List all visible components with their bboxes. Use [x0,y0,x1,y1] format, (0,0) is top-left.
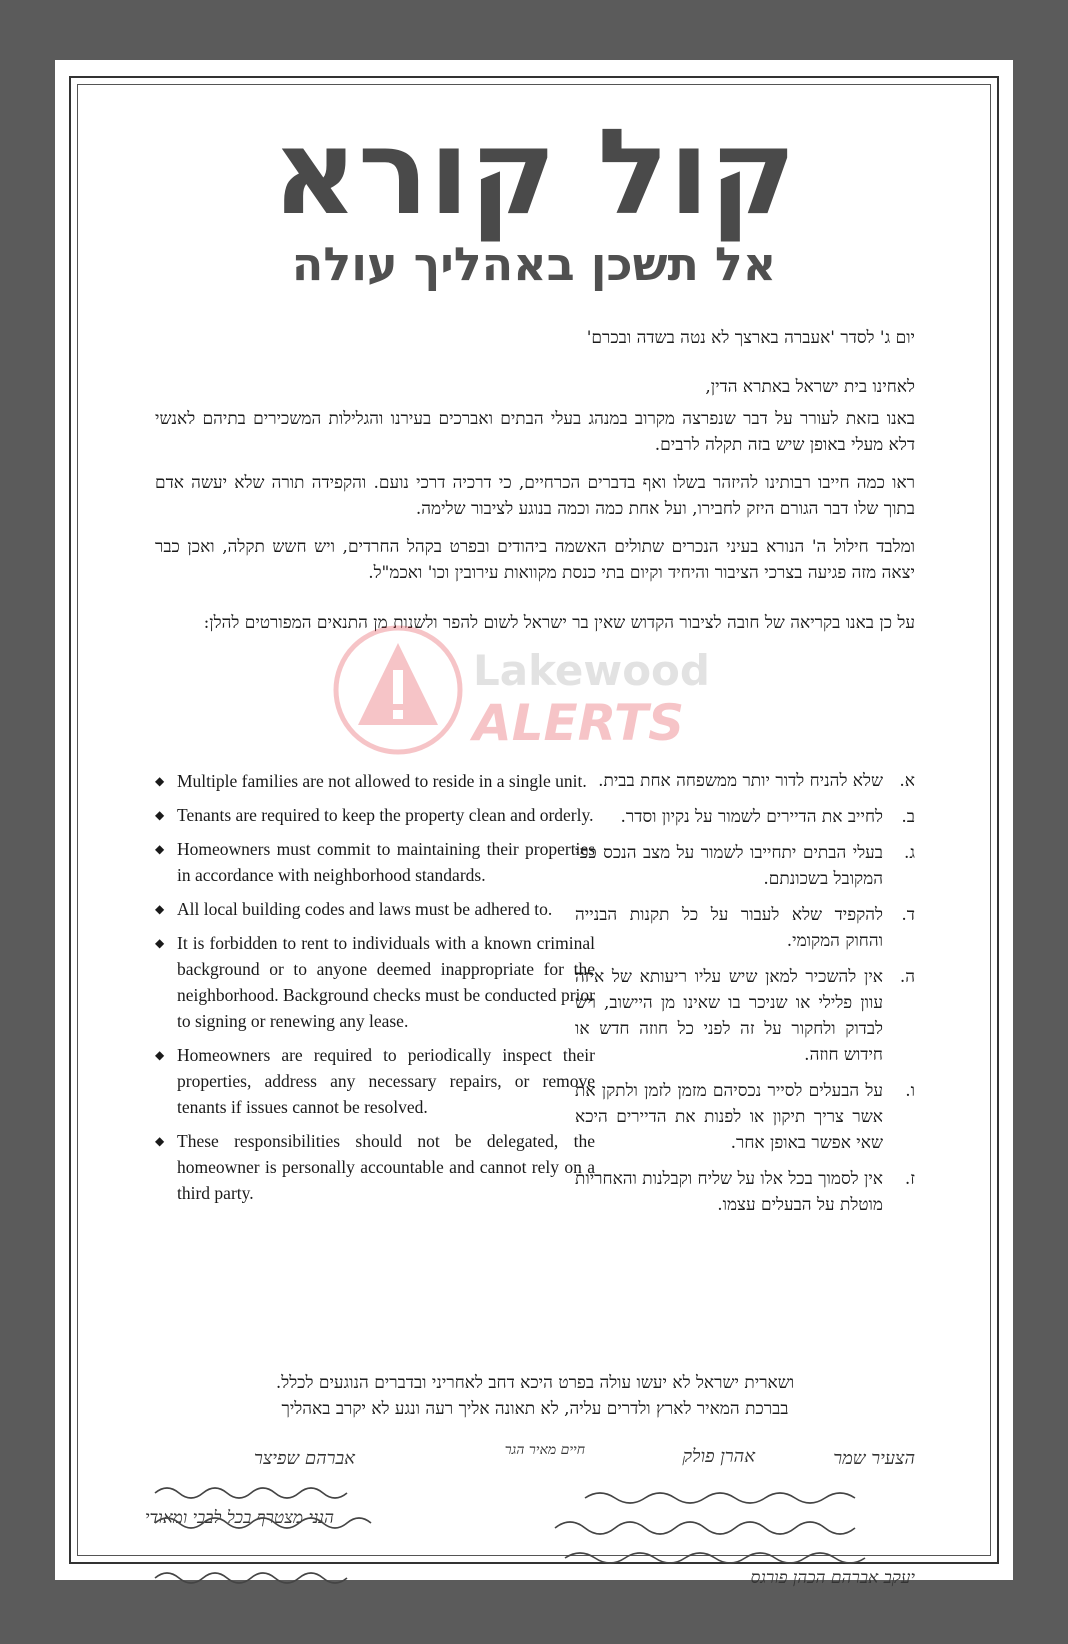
signature: חיים מאיר הגר [504,1442,585,1458]
date-line: יום ג' לסדר 'אעברה בארצך לא נטה בשדה ובכרם' [586,328,915,348]
item-letter: א. [899,771,915,791]
english-item [155,1128,595,1206]
handwriting-line [565,1553,865,1563]
hebrew-item [575,840,915,892]
hebrew-item [575,1078,915,1156]
english-item [155,1042,595,1120]
item-text: It is forbidden to rent to individuals with a known criminal background or to anyone deemed inappropriate for the neighborhood. Background checks must be conducted prior to signing or renewing any lease. [177,933,595,1031]
item-letter: ו. [905,1081,915,1101]
diamond-bullet-icon: ◆ [155,774,165,788]
paragraph-1: באנו בזאת לעורר על דבר שנפרצה מקרוב במנהג בעלי הבתים ואברכים בעירנו והגלילות המשכירים בתיהם לאנשי דלא מעלי באופן שיש בזה תקלה לרבים. [155,409,915,455]
item-letter: ב. [901,807,915,827]
hebrew-item [575,804,915,830]
diamond-bullet-icon: ◆ [155,842,165,856]
item-text: לחייב את הדיירים לשמור על נקיון וסדר. [620,807,883,827]
diamond-bullet-icon: ◆ [155,808,165,822]
item-text: אין לסמוך בכל אלו על שליח וקבלנות והאחריות מוטלת על הבעלים עצמו. [574,1169,883,1215]
poster-title: קול קורא [271,103,797,241]
item-letter: ג. [903,843,915,863]
english-item [155,768,595,794]
diamond-bullet-icon: ◆ [155,1048,165,1062]
hebrew-item [575,1166,915,1218]
signature: הצעיר שמר [833,1448,915,1469]
item-text: שלא להניח לדור יותר ממשפחה אחת בבית. [598,771,883,791]
watermark-line2: ALERTS [473,694,685,752]
diamond-bullet-icon: ◆ [155,936,165,950]
item-text: Multiple families are not allowed to reside in a single unit. [177,771,587,791]
item-text: These responsibilities should not be delegated, the homeowner is personally accountable and cannot rely on a third party. [177,1131,595,1203]
handwriting-scribbles [115,1478,955,1608]
signatures-area [115,1438,955,1618]
item-text: על הבעלים לסייר נכסיהם מזמן לזמן ולתקן את אשר צריך תיקון או לפנות את הדיירים היכא שאי אפשר באופן אחר. [575,1081,883,1153]
paragraph-4: על כן באנו בקריאה של חובה לציבור הקדוש שאין בר ישראל לשום להפר ולשנות מן התנאים המפורטים להלן: [203,613,915,633]
hebrew-item [575,768,915,794]
item-text: אין להשכיר למאן שיש עליו ריעותא של איזה עוון פלילי או שניכר בו שאינו מן היישוב, ויש לבדוק ולחקור על זה לפני כל חוזה חדש או חידוש חוזה. [575,967,883,1065]
hebrew-item [575,964,915,1068]
diamond-bullet-icon: ◆ [155,1134,165,1148]
poster-subtitle: אל תשכן באהליך עולה [291,237,777,291]
handwriting-line [155,1488,347,1498]
english-item [155,930,595,1034]
item-text: Homeowners must commit to maintaining their properties in accordance with neighborhood standards. [177,839,595,885]
closing-line-1: ושארית ישראל לא יעשו עולה בפרט היכא דחב לאחריני ובדברים הנוגעים לכלל. [275,1373,795,1393]
closing-line-2: בברכת המאיר לארץ ולדרים עליה, לא תאונה אליך רעה ונגע לא יקרב באהליך [281,1399,789,1419]
signature: הנני מצטרף בכל לבבי ומאודי [145,1508,334,1528]
diamond-bullet-icon: ◆ [155,902,165,916]
item-text: Tenants are required to keep the property clean and orderly. [177,805,594,825]
item-letter: ד. [901,905,915,925]
signature: אהרן פולק [682,1446,755,1467]
signature: יעקב אברהם הכהן פורגס [750,1568,915,1588]
item-text: Homeowners are required to periodically inspect their properties, address any necessary repairs, or remove tenants if issues cannot be resolved. [177,1045,595,1117]
handwriting-line [555,1522,855,1534]
poster-sheet [55,60,1013,1588]
english-item [155,802,595,828]
english-item [155,896,595,922]
paragraph-3: ומלבד חילול ה' הנורא בעיני הנכרים שתולים האשמה ביהודים ובפרט בקהל החרדים, ויש חשש תקלה, ואכן כבר יצאה מזה פגיעה בצרכי הציבור והיחיד וקיום בתי כנסת מקוואות עירובין וכו' ואכמ"ל. [155,537,915,583]
english-item [155,836,595,888]
handwriting-line [155,1573,347,1583]
handwriting-line [585,1493,855,1503]
item-text: בעלי הבתים יתחייבו לשמור על מצב הנכס כפי המקובל בשכונתם. [575,843,883,889]
signature: אברהם שפיצר [254,1448,355,1469]
closing-blessing [145,1370,925,1422]
hebrew-item [575,902,915,954]
paragraph-2: ראו כמה חייבו רבותינו להיזהר בשלו ואף בדברים הכרחיים, כי דרכיה דרכי נועם. והקפידה תורה שלא יעשה אדם בתוך שלו דבר הגורם היזק לחבירו, ועל אחת כמה וכמה בנוגע לציבור שלימה. [155,473,915,519]
handwriting-line [155,1518,371,1528]
item-letter: ז. [904,1169,915,1189]
item-text: All local building codes and laws must be adhered to. [177,899,553,919]
item-text: להקפיד שלא לעבור על כל תקנות הבנייה והחוק המקומי. [575,905,883,951]
english-conditions [155,768,595,1214]
watermark-line1: Lakewood [473,646,710,695]
greeting: לאחינו בית ישראל באתרא הדין, [705,377,915,397]
item-letter: ה. [899,967,915,987]
hebrew-conditions [575,768,915,1228]
